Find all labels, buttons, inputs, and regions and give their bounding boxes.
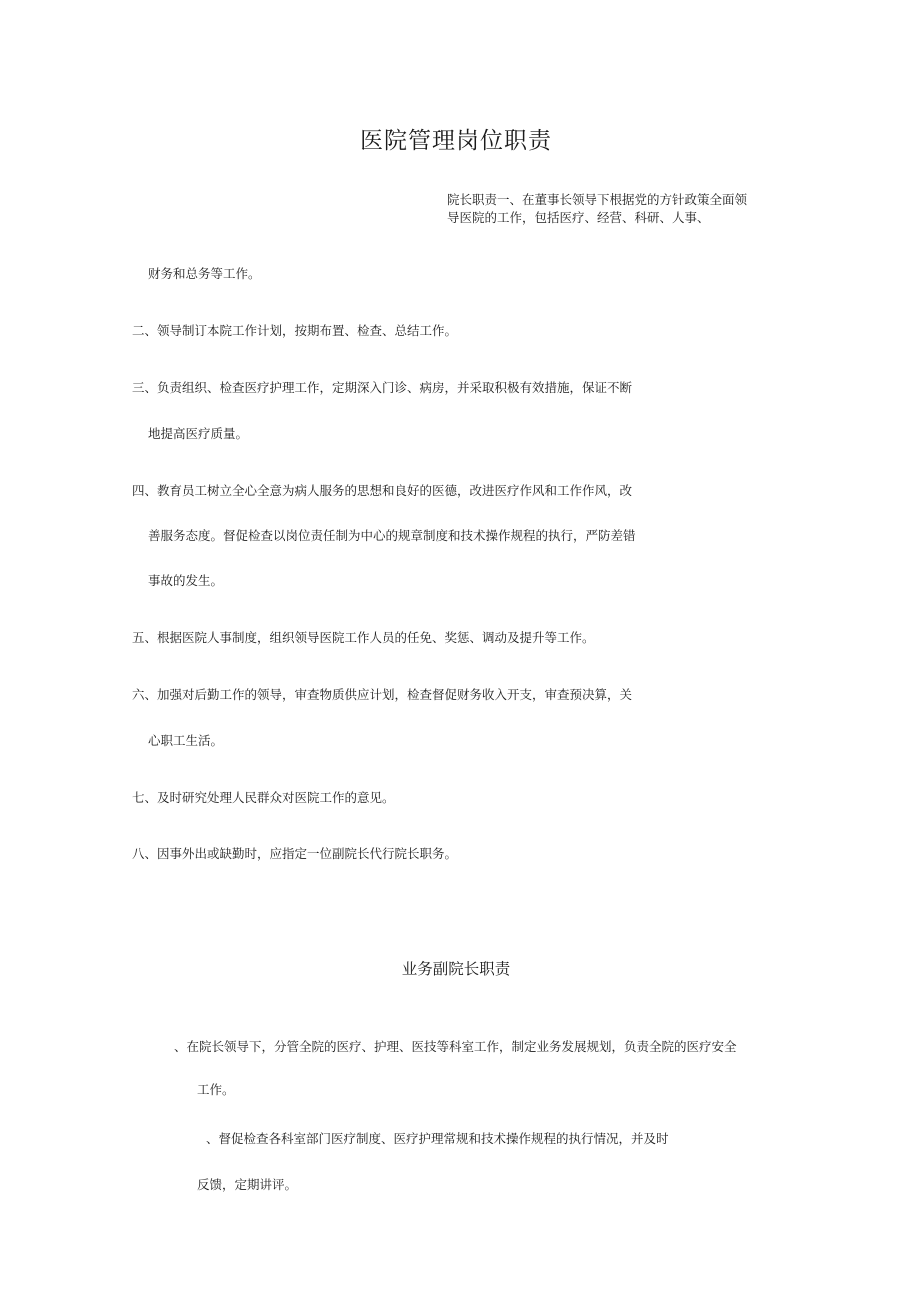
- vice-director-item-2-line-1: 、督促检查各科室部门医疗制度、医疗护理常规和技术操作规程的执行情况，并及时: [206, 1131, 669, 1146]
- page-title: 医院管理岗位职责: [360, 128, 552, 154]
- director-item-5: 五、根据医院人事制度，组织领导医院工作人员的任免、奖惩、调动及提升等工作。: [132, 630, 595, 645]
- vice-director-item-1-line-1: 、在院长领导下，分管全院的医疗、护理、医技等科室工作，制定业务发展规划，负责全院的医疗安全: [174, 1039, 737, 1054]
- director-item-3-line-1: 三、负责组织、检查医疗护理工作，定期深入门诊、病房，并采取积极有效措施，保证不断: [132, 380, 633, 395]
- vice-director-section-title: 业务副院长职责: [401, 960, 511, 978]
- director-item-4-line-1: 四、教育员工树立全心全意为病人服务的思想和良好的医德，改进医疗作风和工作作风，改: [132, 483, 633, 498]
- vice-director-item-2-line-2: 反馈，定期讲评。: [197, 1177, 298, 1192]
- director-item-2: 二、领导制订本院工作计划，按期布置、检查、总结工作。: [132, 323, 458, 338]
- director-item-6-line-1: 六、加强对后勤工作的领导，审查物质供应计划，检查督促财务收入开支，审查预决算，关: [132, 687, 633, 702]
- director-intro-line-1: 院长职责一、在董事长领导下根据党的方针政策全面领: [447, 192, 748, 207]
- director-intro-line-2: 导医院的工作，包括医疗、经营、科研、人事、: [447, 210, 710, 225]
- director-item-7: 七、及时研究处理人民群众对医院工作的意见。: [132, 790, 395, 805]
- director-item-4-line-3: 事故的发生。: [148, 573, 224, 588]
- director-item-3-line-2: 地提高医疗质量。: [148, 426, 249, 441]
- director-item-6-line-2: 心职工生活。: [148, 733, 224, 748]
- vice-director-item-1-line-2: 工作。: [197, 1082, 235, 1097]
- director-intro-line-3: 财务和总务等工作。: [148, 266, 261, 281]
- director-item-8: 八、因事外出或缺勤时，应指定一位副院长代行院长职务。: [132, 846, 458, 861]
- director-item-4-line-2: 善服务态度。督促检查以岗位责任制为中心的规章制度和技术操作规程的执行，严防差错: [148, 528, 636, 543]
